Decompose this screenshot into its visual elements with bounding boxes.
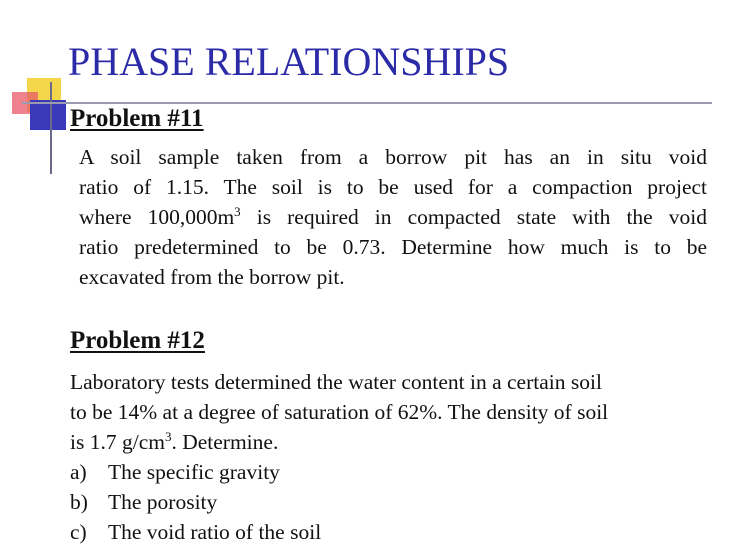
list-item-text: The specific gravity xyxy=(108,460,280,484)
problem-11-line-3-a: where 100,000m xyxy=(79,205,235,229)
problem-11-line-5: excavated from the borrow pit. xyxy=(79,265,345,289)
problem-12-line-1: Laboratory tests determined the water content in a certain soil xyxy=(70,370,602,394)
problem-11-line-3 xyxy=(79,202,707,232)
problem-11-line-3-sup: 3 xyxy=(234,203,241,219)
problem-12-text xyxy=(70,367,706,457)
list-item xyxy=(70,487,321,517)
list-item-marker: c) xyxy=(70,520,87,544)
list-item-marker: b) xyxy=(70,490,88,514)
page-title: PHASE RELATIONSHIPS xyxy=(68,39,510,84)
problem-11-line-4: ratio predetermined to be 0.73. Determine how much is to be xyxy=(79,235,707,259)
list-item-marker: a) xyxy=(70,460,87,484)
problem-11-heading: Problem #11 xyxy=(70,105,204,132)
problem-11-text xyxy=(79,142,707,292)
list-item-text: The void ratio of the soil xyxy=(108,520,322,544)
problem-12-line-3-b: . Determine. xyxy=(171,430,279,454)
problem-11-line-2: ratio of 1.15. The soil is to be used for a compaction project xyxy=(79,175,707,199)
problem-12-heading: Problem #12 xyxy=(70,327,205,354)
problem-12-line-3 xyxy=(70,427,706,457)
problem-11-line-1: A soil sample taken from a borrow pit has an in situ void xyxy=(79,145,707,169)
problem-12-line-2: to be 14% at a degree of saturation of 62%. The density of soil xyxy=(70,400,609,424)
problem-12-question-list xyxy=(70,457,321,547)
list-item xyxy=(70,457,321,487)
list-item xyxy=(70,517,321,547)
problem-12-line-3-a: is 1.7 g/cm xyxy=(70,430,165,454)
decoration-vertical-line xyxy=(50,82,52,174)
list-item-text: The porosity xyxy=(108,490,218,514)
decoration-blue-square xyxy=(30,100,66,130)
problem-12-line-3-sup: 3 xyxy=(164,428,172,444)
problem-11-line-3-b: is required in compacted state with the void xyxy=(240,205,707,229)
